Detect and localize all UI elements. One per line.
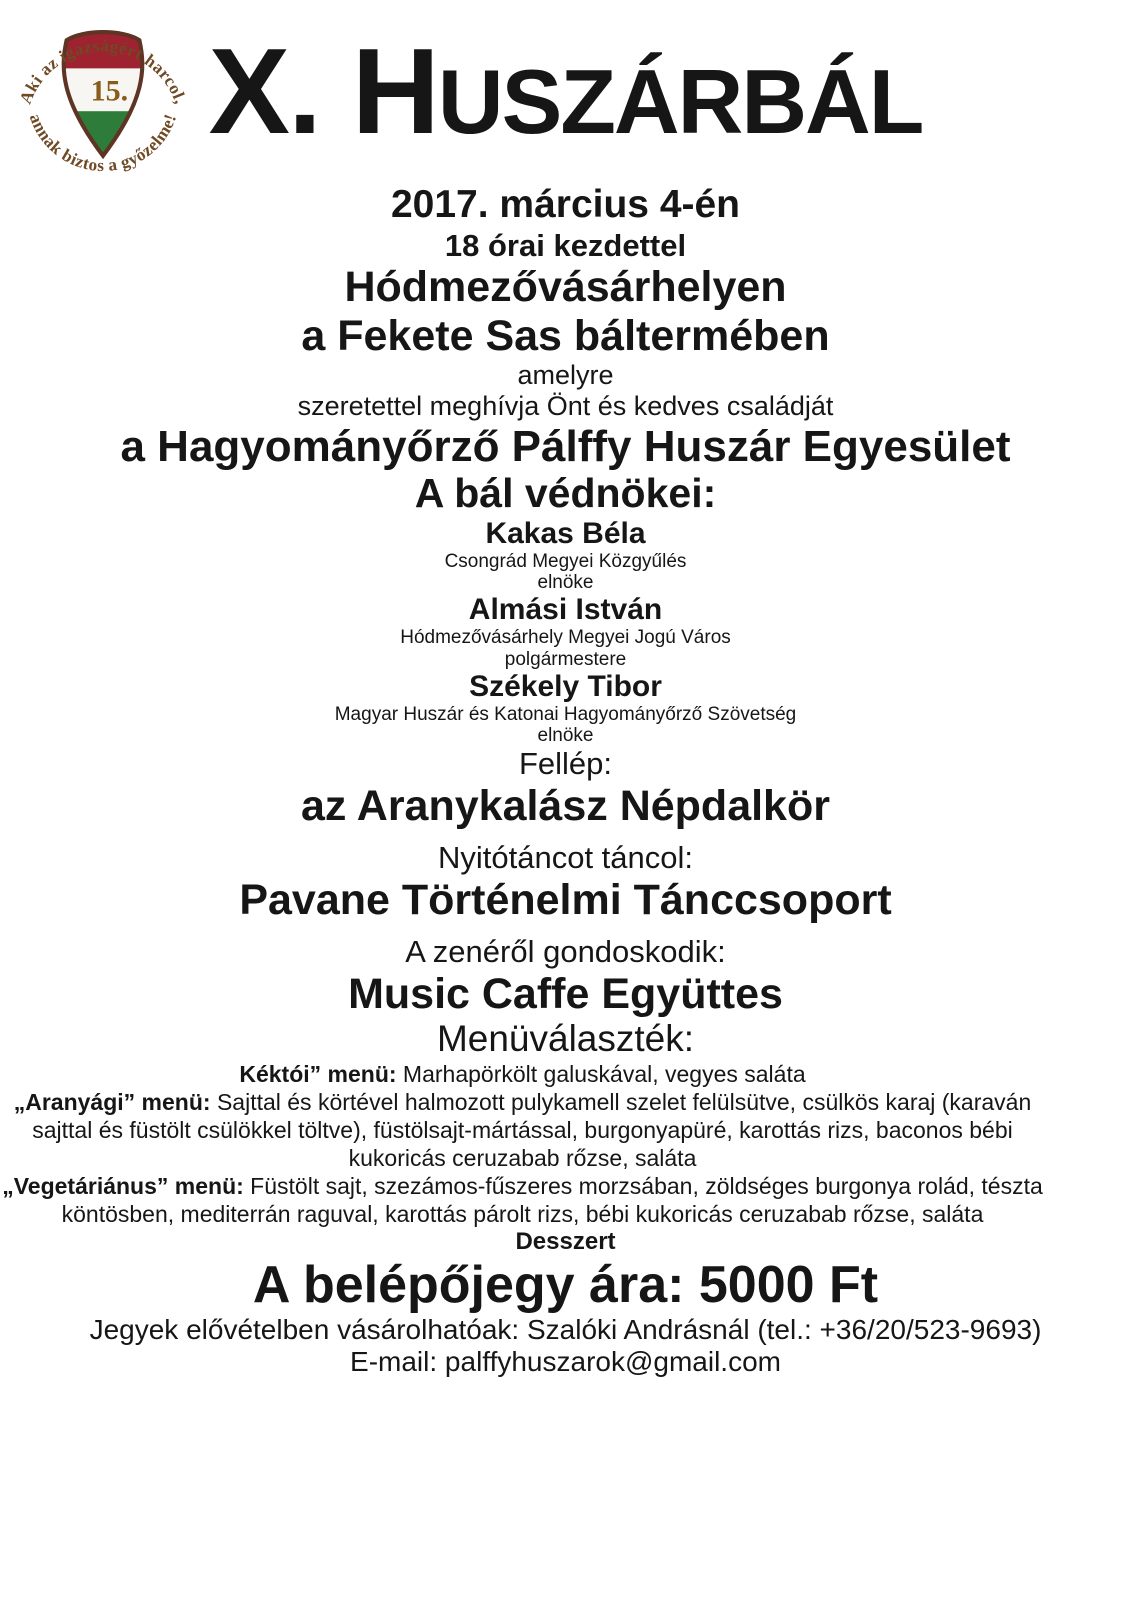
patron-role: elnöke <box>537 725 594 747</box>
menu-heading: Menüválaszték: <box>436 1017 695 1059</box>
poster-title-lead: X. H <box>208 23 438 159</box>
menu-item-text: Füstölt sajt, szezámos-fűszeres morzsában, zöldséges burgonya rolád, tészta köntösben, mediterrán raguval, karottás párolt rizs, bébi kukoricás ceruzabab rőzse, saláta <box>61 1172 1043 1227</box>
patron-entry <box>0 670 1131 746</box>
menu-item <box>0 1088 1045 1172</box>
program-performer: Pavane Történelmi Tánccsoport <box>239 875 892 924</box>
menu-item-label: Kéktói” menü: <box>239 1060 397 1087</box>
patron-entry <box>0 517 1131 593</box>
email-line: E-mail: palffyhuszarok@gmail.com <box>350 1346 781 1378</box>
menu-item-text: Marhapörkölt galuskával, vegyes saláta <box>396 1060 806 1087</box>
badge-number: 15. <box>90 74 129 108</box>
event-time: 18 órai kezdettel <box>444 227 687 263</box>
dessert-line: Desszert <box>515 1227 616 1255</box>
menu-item <box>0 1172 1045 1228</box>
patron-entry <box>0 593 1131 669</box>
menu-item-label: „Vegetáriánus” menü: <box>2 1172 244 1199</box>
menu-item-text: Sajttal és körtével halmozott pulykamell szelet felülsütve, csülkös karaj (karaván sajttal és füstölt csülökkel töltve), füstölsajt-mártással, burgonyapüré, karottás rizs, baconos bébi kukoricás ceruzabab rőzse, saláta <box>32 1088 1032 1171</box>
logo-motto-top: Aki az igazságért harcol, <box>15 36 191 107</box>
patron-name: Almási István <box>468 593 663 627</box>
host-organization: a Hagyományőrző Pálffy Huszár Egyesület <box>120 421 1011 471</box>
program-label: Nyitótáncot táncol: <box>437 840 694 876</box>
logo-motto-bottom: annak biztos a győzelme! <box>25 111 181 176</box>
patron-name: Kakas Béla <box>485 517 646 551</box>
ticket-price: A belépőjegy ára: 5000 Ft <box>252 1255 879 1314</box>
patron-name: Székely Tibor <box>469 669 662 703</box>
menu-item <box>0 1060 1045 1088</box>
event-city: Hódmezővásárhelyen <box>344 263 787 312</box>
program-performer: az Aranykalász Népdalkör <box>301 781 830 830</box>
program-entry <box>0 746 1131 830</box>
patron-org: Hódmezővásárhely Megyei Jogú Város <box>400 627 731 649</box>
program-label: A zenéről gondoskodik: <box>405 933 726 969</box>
tickets-contact-line: Jegyek elővételben vásárolhatóak: Szalóki Andrásnál (tel.: +36/20/523-9693) <box>89 1314 1042 1346</box>
patron-org: Magyar Huszár és Katonai Hagyományőrző Szövetség <box>334 703 797 725</box>
poster-title-rest: USZÁRBÁL <box>437 52 923 153</box>
invite-intro: amelyre <box>517 359 614 390</box>
patrons-heading: A bál védnökei: <box>414 470 717 517</box>
patron-org: Csongrád Megyei Közgyűlés <box>444 550 687 572</box>
invite-text: szeretettel meghívja Önt és kedves családját <box>297 390 834 421</box>
menu-item-label: „Aranyági” menü: <box>13 1088 211 1115</box>
program-entry <box>0 840 1131 924</box>
event-venue: a Fekete Sas báltermében <box>301 311 830 360</box>
program-performer: Music Caffe Együttes <box>348 969 783 1018</box>
patron-role: polgármestere <box>504 648 627 670</box>
event-date: 2017. március 4-én <box>390 183 741 226</box>
program-label: Fellép: <box>518 746 613 782</box>
patron-role: elnöke <box>537 572 594 594</box>
association-logo-icon <box>12 2 194 184</box>
program-entry <box>0 934 1131 1018</box>
